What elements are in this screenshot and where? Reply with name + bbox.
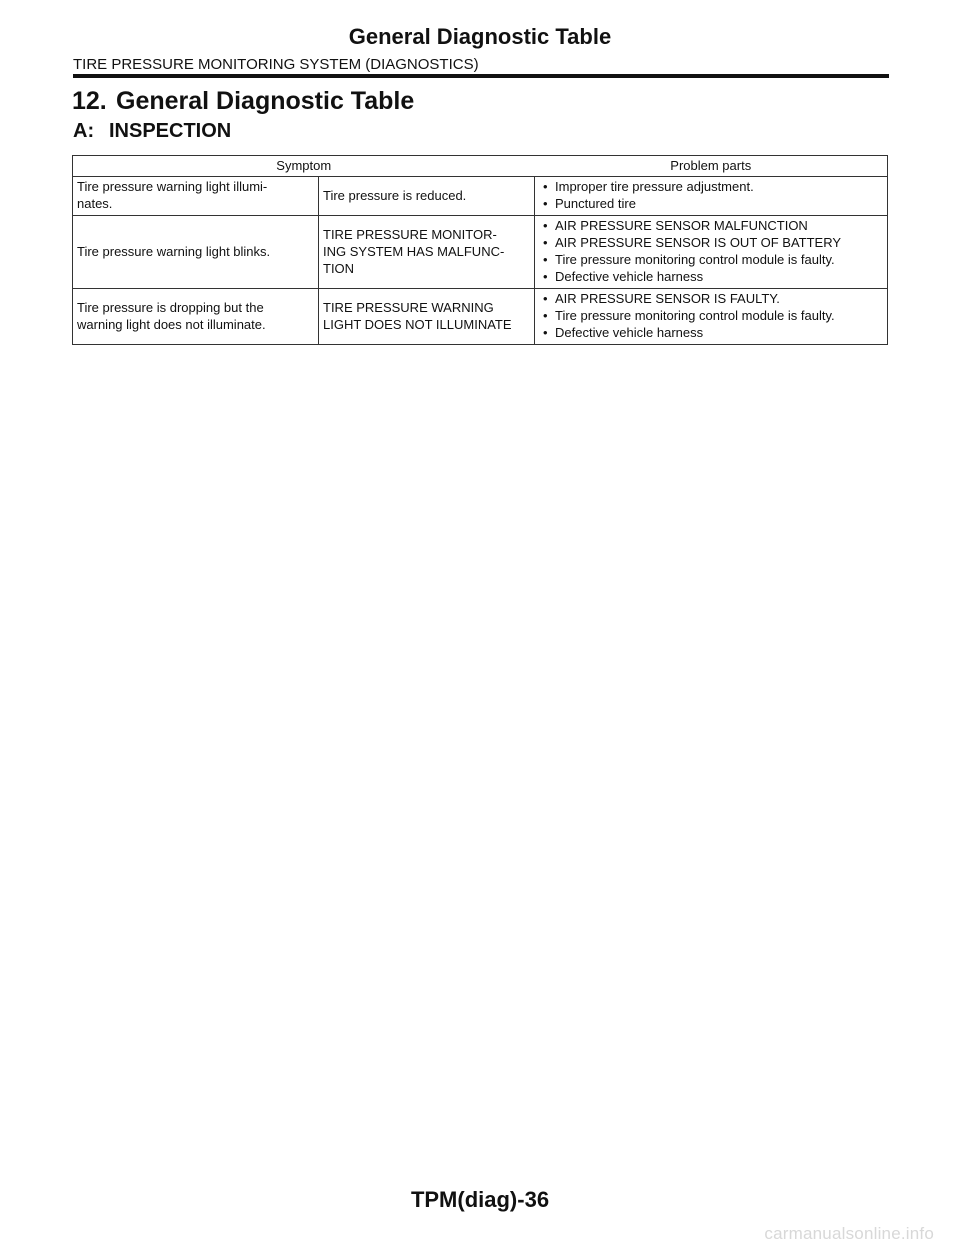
page-number: TPM(diag)-36 <box>410 1187 550 1212</box>
symptom-line: Tire pressure is dropping but the <box>77 299 264 315</box>
symptom-cell <box>73 216 319 289</box>
subsection-letter: A: <box>73 120 95 142</box>
list-item: • AIR PRESSURE SENSOR IS OUT OF BATTERY <box>539 234 883 251</box>
cause-line: TION <box>323 260 355 276</box>
watermark: carmanualsonline.info <box>764 1224 934 1243</box>
symptom-line: nates. <box>77 196 113 211</box>
list-item: • AIR PRESSURE SENSOR MALFUNCTION <box>539 217 883 234</box>
symptom-header: Symptom <box>73 156 535 177</box>
cause-cell <box>319 216 535 289</box>
list-item: • Punctured tire <box>539 195 883 212</box>
problem-parts-cell <box>535 289 888 345</box>
symptom-cell <box>73 177 319 216</box>
list-item: • Improper tire pressure adjustment. <box>539 178 883 195</box>
problem-parts-cell <box>535 216 888 289</box>
cause-line: ING SYSTEM HAS MALFUNC- <box>323 243 505 259</box>
list-item: • Tire pressure monitoring control module is faulty. <box>539 251 883 268</box>
table-row <box>73 177 888 216</box>
section-title <box>72 87 414 116</box>
diagnostic-table <box>72 155 888 345</box>
cause-cell <box>319 289 535 345</box>
cause-line: TIRE PRESSURE WARNING <box>323 299 494 315</box>
problem-parts-list <box>539 290 883 341</box>
problem-parts-list <box>539 178 883 212</box>
list-item: • AIR PRESSURE SENSOR IS FAULTY. <box>539 290 883 307</box>
section-title-text: General Diagnostic Table <box>116 87 415 115</box>
list-item: • Defective vehicle harness <box>539 324 883 341</box>
subsection-title <box>73 120 231 143</box>
list-item: • Tire pressure monitoring control module is faulty. <box>539 307 883 324</box>
problem-parts-list <box>539 217 883 285</box>
table-header-row <box>73 156 888 177</box>
cause-line: Tire pressure is reduced. <box>323 187 467 203</box>
symptom-cell <box>73 289 319 345</box>
symptom-line: Tire pressure warning light blinks. <box>77 243 271 259</box>
cause-line: TIRE PRESSURE MONITOR- <box>323 226 497 242</box>
cause-cell <box>319 177 535 216</box>
page-header-title: General Diagnostic Table <box>348 24 612 49</box>
symptom-line: Tire pressure warning light illumi- <box>77 179 268 194</box>
subsection-title-text: INSPECTION <box>109 120 232 142</box>
header-divider <box>73 74 889 78</box>
problem-parts-cell <box>535 177 888 216</box>
symptom-line: warning light does not illuminate. <box>77 316 266 332</box>
page-header-subtitle: TIRE PRESSURE MONITORING SYSTEM (DIAGNOSTICS) <box>73 56 479 73</box>
problem-parts-header: Problem parts <box>535 156 888 177</box>
list-item: • Defective vehicle harness <box>539 268 883 285</box>
table-row <box>73 289 888 345</box>
section-number: 12. <box>72 87 107 115</box>
table-row <box>73 216 888 289</box>
cause-line: LIGHT DOES NOT ILLUMINATE <box>323 316 512 332</box>
